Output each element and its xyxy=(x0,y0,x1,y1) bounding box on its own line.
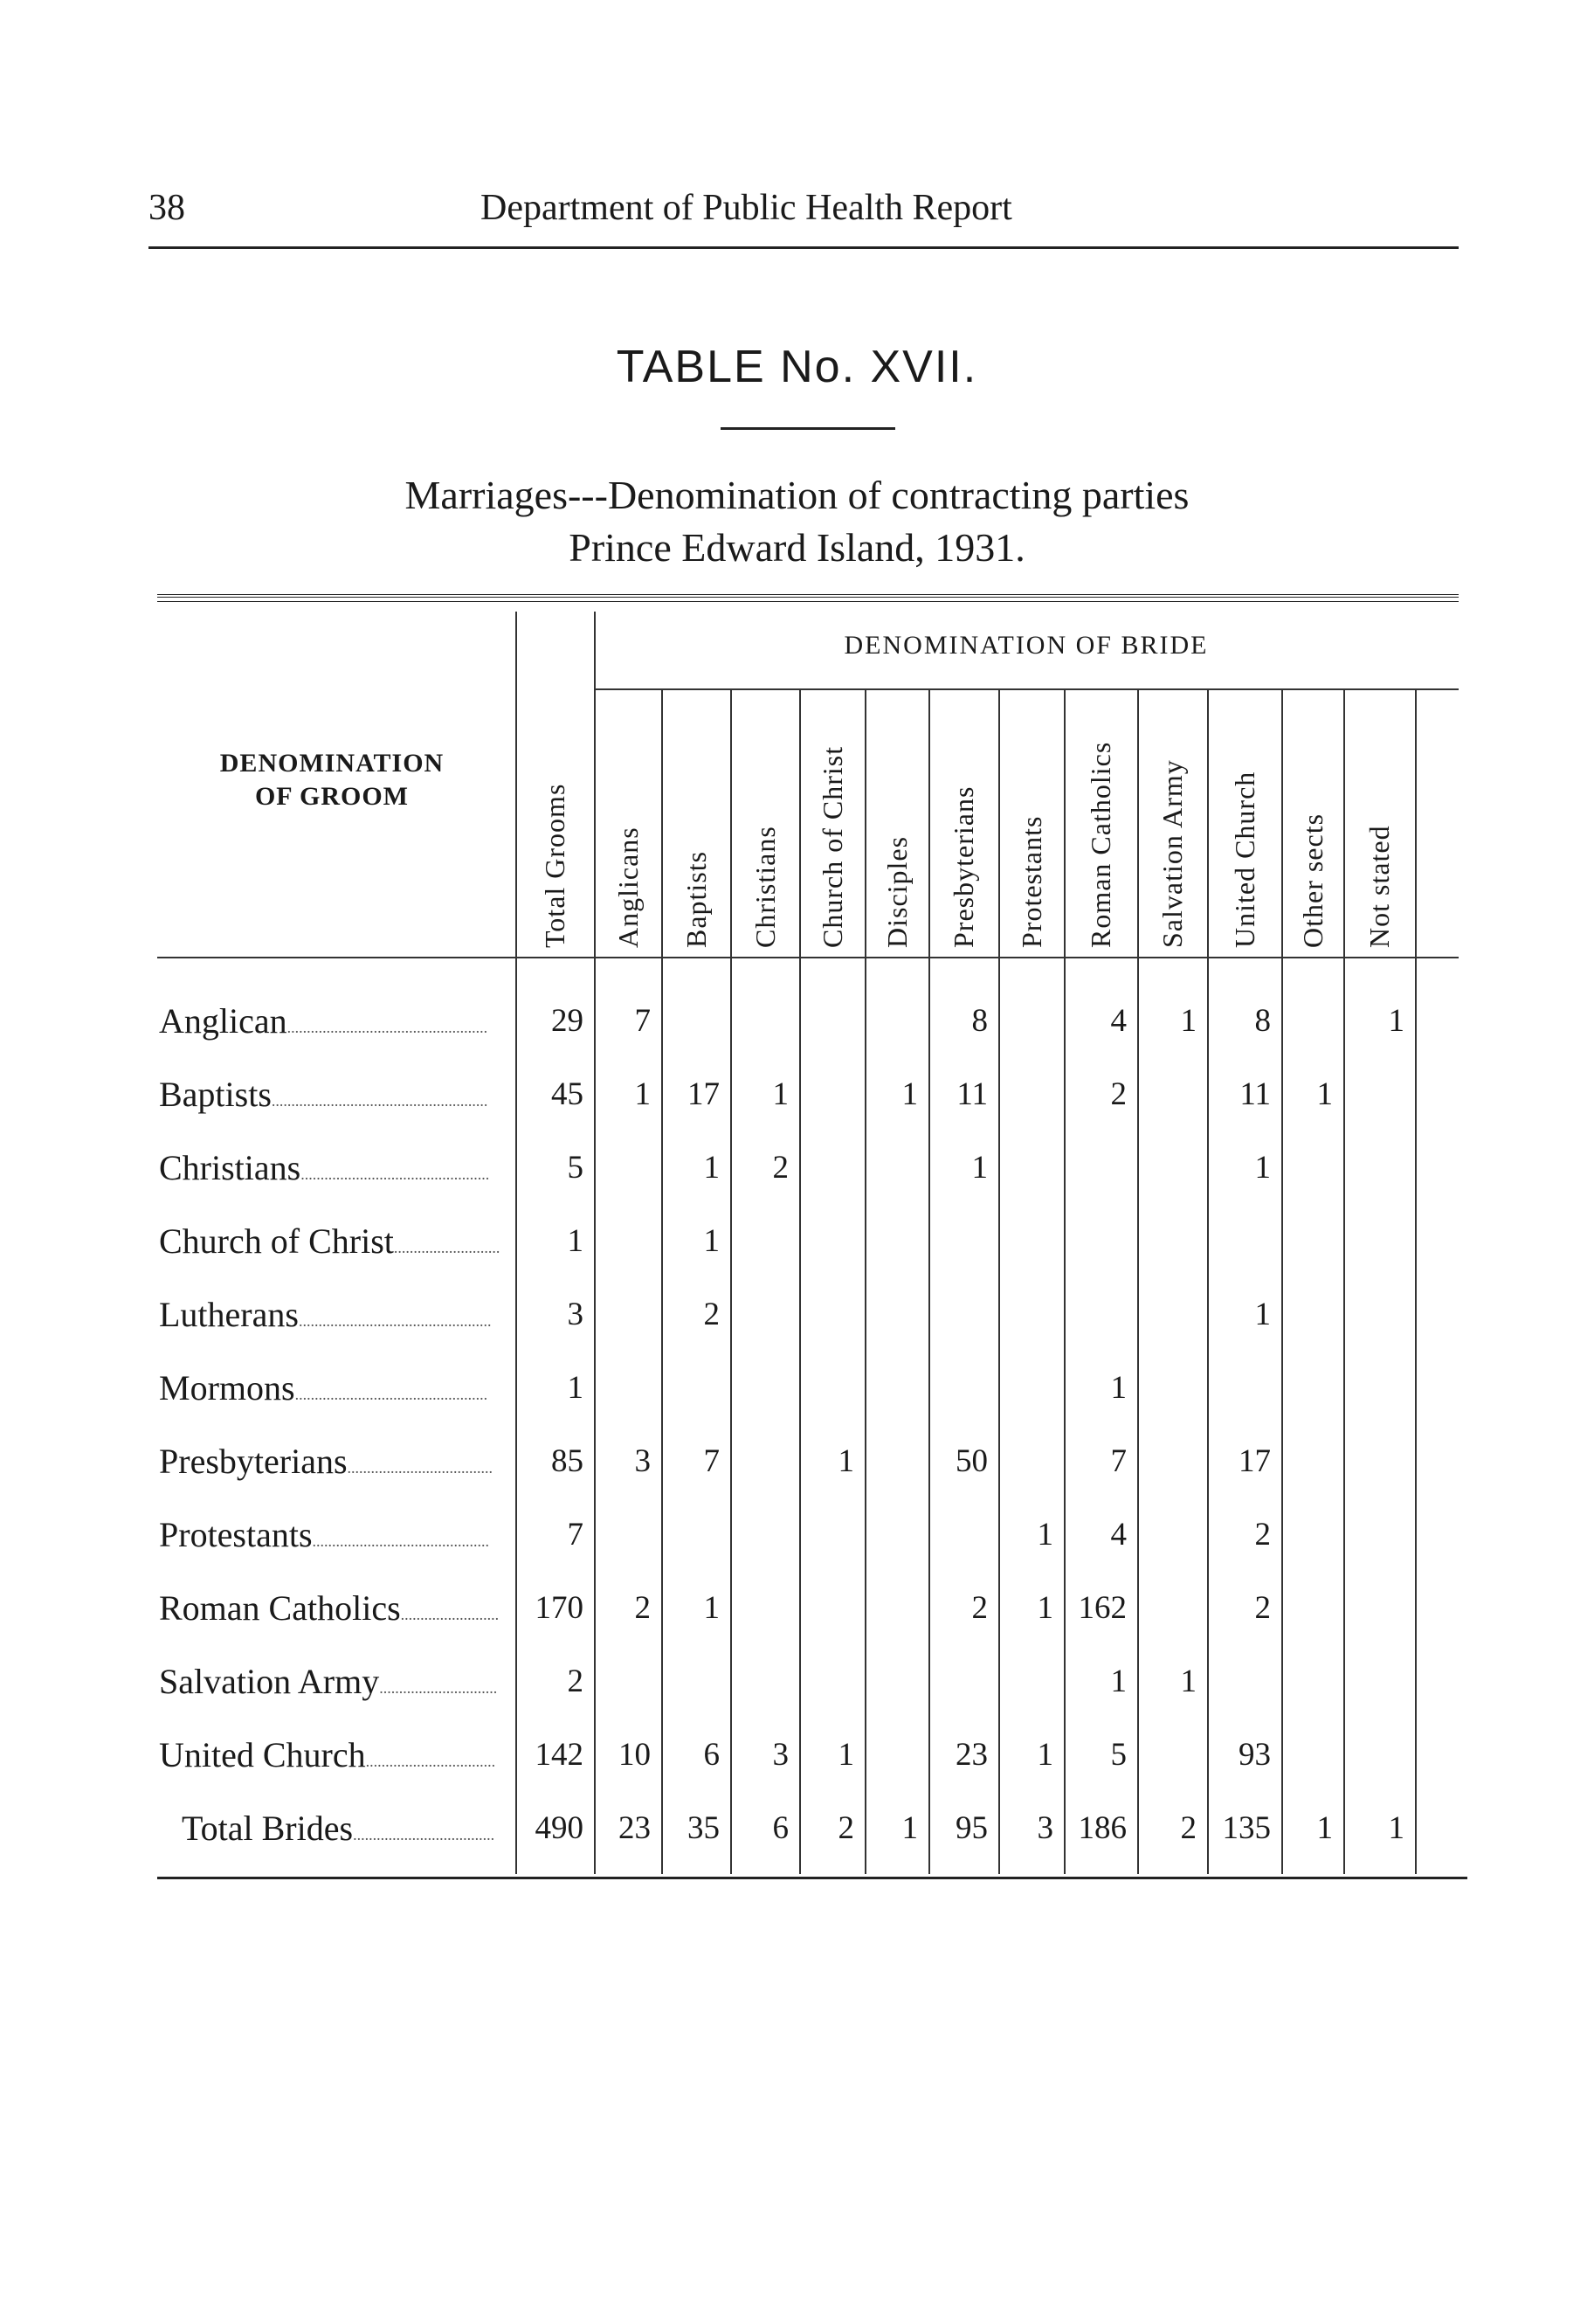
table-cell: 2 xyxy=(971,1590,988,1626)
table-cell xyxy=(665,1663,720,1706)
column-header-label: Christians xyxy=(749,826,781,948)
table-cell xyxy=(1285,1736,1333,1780)
dot-leader: ........................... xyxy=(393,1239,500,1256)
table-cell xyxy=(1002,1369,1053,1413)
table-cell xyxy=(597,1663,651,1706)
table-cell xyxy=(1002,1296,1053,1339)
table-cell: 1 xyxy=(567,1223,583,1259)
page-number: 38 xyxy=(148,188,185,228)
table-cell xyxy=(1211,1369,1271,1413)
column-rule xyxy=(928,690,930,1874)
table-cell: 1 xyxy=(1388,1003,1404,1039)
table-cell xyxy=(1347,1222,1404,1266)
table-cell xyxy=(665,1002,720,1046)
column-header-label: Disciples xyxy=(880,835,913,948)
table-cell: 50 xyxy=(956,1443,988,1479)
table-cell xyxy=(803,1222,854,1266)
table-cell xyxy=(803,1076,854,1119)
row-label-text: Christians xyxy=(159,1148,301,1187)
table-cell: 3 xyxy=(772,1737,789,1773)
column-header-label: Roman Catholics xyxy=(1085,741,1116,948)
table-cell xyxy=(1002,1663,1053,1706)
row-label xyxy=(159,1734,508,1778)
table-cell xyxy=(597,1149,651,1193)
dot-leader: ................................................. xyxy=(298,1312,492,1330)
table-cell xyxy=(932,1369,988,1413)
total-cell: 135 xyxy=(1222,1810,1271,1846)
table-cell: 1 xyxy=(1037,1590,1053,1626)
table-cell xyxy=(734,1002,789,1046)
table-cell xyxy=(665,1369,720,1413)
table-cell: 2 xyxy=(772,1150,789,1186)
table-cell xyxy=(1347,1589,1404,1633)
table-cell: 5 xyxy=(567,1150,583,1186)
table-cell: 1 xyxy=(1037,1517,1053,1553)
table-cell: 3 xyxy=(567,1297,583,1332)
column-rule xyxy=(1281,690,1283,1874)
column-rule xyxy=(1137,690,1139,1874)
column-header-label: Baptists xyxy=(680,850,712,948)
table-cell xyxy=(1141,1736,1197,1780)
table-cell: 1 xyxy=(1254,1297,1271,1332)
bride-header-rule xyxy=(594,688,1459,690)
table-cell xyxy=(597,1222,651,1266)
table-cell xyxy=(868,1149,918,1193)
table-cell: 7 xyxy=(567,1517,583,1553)
table-cell xyxy=(1211,1663,1271,1706)
row-label-text: Total Brides xyxy=(182,1809,354,1848)
table-cell: 3 xyxy=(634,1443,651,1479)
table-cell: 29 xyxy=(551,1003,583,1039)
table-cell xyxy=(1141,1222,1197,1266)
table-cell xyxy=(932,1222,988,1266)
column-rule xyxy=(1343,690,1345,1874)
table-cell: 142 xyxy=(535,1737,583,1773)
table-cell xyxy=(1347,1516,1404,1560)
total-cell: 35 xyxy=(687,1810,720,1846)
total-cell: 490 xyxy=(535,1810,583,1846)
table-cell xyxy=(734,1222,789,1266)
subtitle-line-1: Marriages---Denomination of contracting parties xyxy=(404,473,1190,517)
column-rule xyxy=(865,690,866,1874)
column-header-label: Other sects xyxy=(1296,813,1328,948)
table-cell: 2 xyxy=(1254,1590,1271,1626)
dot-leader: ....................................................... xyxy=(271,1092,488,1110)
table-cell xyxy=(1347,1076,1404,1119)
dot-leader: .............................. xyxy=(379,1679,498,1697)
column-rule xyxy=(515,612,517,1874)
table-cell: 1 xyxy=(838,1443,854,1479)
column-header-label: Church of Christ xyxy=(816,745,848,948)
table-cell xyxy=(1285,1589,1333,1633)
table-cell: 7 xyxy=(1110,1443,1127,1479)
row-label xyxy=(159,1661,508,1705)
table-cell xyxy=(868,1663,918,1706)
table-cell: 45 xyxy=(551,1076,583,1112)
table-cell: 1 xyxy=(703,1223,720,1259)
column-header-label: United Church xyxy=(1228,771,1260,948)
total-cell: 1 xyxy=(1388,1810,1404,1846)
table-cell: 6 xyxy=(703,1737,720,1773)
table-cell xyxy=(597,1516,651,1560)
table-cell xyxy=(734,1663,789,1706)
table-cell xyxy=(1347,1149,1404,1193)
table-cell xyxy=(868,1369,918,1413)
table-cell: 17 xyxy=(687,1076,720,1112)
column-header-label: Protestants xyxy=(1015,815,1047,948)
table-cell: 2 xyxy=(1110,1076,1127,1112)
table-cell: 5 xyxy=(1110,1737,1127,1773)
row-label xyxy=(159,1514,508,1558)
table-cell: 17 xyxy=(1239,1443,1271,1479)
table-cell: 1 xyxy=(1110,1663,1127,1699)
table-cell: 85 xyxy=(551,1443,583,1479)
table-cell: 11 xyxy=(1239,1076,1271,1112)
header-bottom-rule xyxy=(157,957,1459,958)
table-cell xyxy=(734,1442,789,1486)
row-label-text: Salvation Army xyxy=(159,1662,380,1701)
table-cell: 1 xyxy=(838,1737,854,1773)
table-cell xyxy=(803,1002,854,1046)
table-cell xyxy=(1002,1149,1053,1193)
total-cell: 95 xyxy=(956,1810,988,1846)
table-cell xyxy=(1347,1442,1404,1486)
total-cell: 6 xyxy=(772,1810,789,1846)
row-label xyxy=(159,1147,508,1191)
table-cell xyxy=(1211,1222,1271,1266)
table-cell: 1 xyxy=(703,1150,720,1186)
total-cell: 1 xyxy=(901,1810,918,1846)
row-label xyxy=(159,1441,508,1484)
column-header-label: Presbyterians xyxy=(948,785,979,948)
total-cell: 2 xyxy=(1180,1810,1197,1846)
table-cell xyxy=(868,1589,918,1633)
running-title: Department of Public Health Report xyxy=(480,188,1012,228)
dot-leader: ......................... xyxy=(400,1606,500,1623)
table-cell xyxy=(1141,1076,1197,1119)
table-cell: 1 xyxy=(1254,1150,1271,1186)
row-label xyxy=(159,1074,508,1117)
table-cell xyxy=(734,1296,789,1339)
column-header-label: Not stated xyxy=(1363,825,1395,948)
column-rule xyxy=(661,690,663,1874)
table-cell: 1 xyxy=(772,1076,789,1112)
column-rule xyxy=(1207,690,1209,1874)
row-label-text: Anglican xyxy=(159,1001,287,1041)
table-cell xyxy=(1141,1589,1197,1633)
row-label-text: Lutherans xyxy=(159,1295,299,1334)
table-cell: 1 xyxy=(703,1590,720,1626)
table-cell: 1 xyxy=(1180,1003,1197,1039)
table-cell xyxy=(1285,1442,1333,1486)
table-cell xyxy=(803,1149,854,1193)
table-cell: 1 xyxy=(1110,1370,1127,1406)
table-cell: 1 xyxy=(901,1076,918,1112)
table-cell: 10 xyxy=(618,1737,651,1773)
total-cell: 3 xyxy=(1037,1810,1053,1846)
table-cell xyxy=(734,1589,789,1633)
table-cell: 8 xyxy=(1254,1003,1271,1039)
dot-leader: ................................................. xyxy=(294,1386,488,1403)
table-cell xyxy=(803,1516,854,1560)
table-cell: 1 xyxy=(971,1150,988,1186)
table-cell xyxy=(1141,1442,1197,1486)
total-cell: 1 xyxy=(1316,1810,1333,1846)
table-cell xyxy=(1141,1149,1197,1193)
row-label-text: Mormons xyxy=(159,1368,295,1408)
table-cell xyxy=(1002,1222,1053,1266)
bride-denomination-header: DENOMINATION OF BRIDE xyxy=(844,631,1209,660)
dot-leader: ................................................... xyxy=(286,1019,488,1036)
dot-leader: .................................... xyxy=(353,1826,495,1843)
table-cell xyxy=(868,1222,918,1266)
dot-leader: ..................................... xyxy=(347,1459,493,1477)
table-cell xyxy=(1285,1516,1333,1560)
column-rule xyxy=(799,690,801,1874)
table-cell xyxy=(1285,1369,1333,1413)
table-cell xyxy=(1067,1296,1127,1339)
table-cell: 2 xyxy=(1254,1517,1271,1553)
groom-denomination-header xyxy=(157,747,507,813)
row-label xyxy=(159,1294,508,1338)
table-cell xyxy=(1285,1296,1333,1339)
row-label xyxy=(159,1000,508,1044)
total-cell: 2 xyxy=(838,1810,854,1846)
table-cell xyxy=(1002,1442,1053,1486)
table-cell xyxy=(734,1516,789,1560)
table-cell xyxy=(665,1516,720,1560)
table-cell: 1 xyxy=(1180,1663,1197,1699)
table-cell xyxy=(597,1296,651,1339)
table-cell xyxy=(868,1002,918,1046)
row-label-text: United Church xyxy=(159,1735,366,1774)
table-cell xyxy=(803,1296,854,1339)
table-cell xyxy=(868,1442,918,1486)
table-cell xyxy=(1285,1663,1333,1706)
table-cell: 1 xyxy=(1037,1737,1053,1773)
table-cell xyxy=(803,1589,854,1633)
table-cell xyxy=(1141,1369,1197,1413)
table-cell: 170 xyxy=(535,1590,583,1626)
table-cell xyxy=(1002,1002,1053,1046)
table-cell: 8 xyxy=(971,1003,988,1039)
row-label-text: Roman Catholics xyxy=(159,1588,401,1628)
dot-leader: ................................................ xyxy=(300,1165,490,1183)
table-cell xyxy=(1002,1076,1053,1119)
row-label-text: Protestants xyxy=(159,1515,313,1554)
total-row-label xyxy=(182,1808,531,1851)
table-cell: 7 xyxy=(634,1003,651,1039)
table-cell xyxy=(597,1369,651,1413)
table-cell: 162 xyxy=(1078,1590,1127,1626)
table-cell xyxy=(1285,1149,1333,1193)
table-cell: 4 xyxy=(1110,1003,1127,1039)
row-label-text: Presbyterians xyxy=(159,1442,348,1481)
column-rule xyxy=(1415,690,1417,1874)
table-cell: 2 xyxy=(634,1590,651,1626)
row-label-text: Church of Christ xyxy=(159,1221,394,1261)
table-cell xyxy=(868,1296,918,1339)
table-cell: 4 xyxy=(1110,1517,1127,1553)
table-cell: 1 xyxy=(567,1370,583,1406)
table-cell xyxy=(868,1736,918,1780)
row-label-text: Baptists xyxy=(159,1075,272,1114)
total-cell: 23 xyxy=(618,1810,651,1846)
column-header-label: Total Grooms xyxy=(539,783,570,948)
table-cell xyxy=(803,1663,854,1706)
groom-header-line-1: DENOMINATION xyxy=(219,749,445,778)
column-rule xyxy=(730,690,732,1874)
dot-leader: ............................................. xyxy=(312,1532,490,1550)
table-cell: 1 xyxy=(634,1076,651,1112)
total-cell: 186 xyxy=(1078,1810,1127,1846)
column-header-label: Anglicans xyxy=(611,827,644,948)
table-cell xyxy=(1347,1663,1404,1706)
table-cell: 1 xyxy=(1316,1076,1333,1112)
dot-leader: ................................. xyxy=(365,1753,496,1770)
table-cell xyxy=(1347,1736,1404,1780)
table-cell xyxy=(803,1369,854,1413)
table-cell: 23 xyxy=(956,1737,988,1773)
table-cell xyxy=(868,1516,918,1560)
column-rule xyxy=(594,612,596,1874)
row-label xyxy=(159,1221,508,1264)
column-header-label: Salvation Army xyxy=(1156,759,1188,948)
table-cell xyxy=(932,1516,988,1560)
table-cell: 11 xyxy=(956,1076,988,1112)
table-cell xyxy=(1141,1516,1197,1560)
row-label xyxy=(159,1587,508,1631)
column-rule xyxy=(998,690,1000,1874)
table-cell: 2 xyxy=(567,1663,583,1699)
table-cell: 93 xyxy=(1239,1737,1271,1773)
table-cell xyxy=(1347,1296,1404,1339)
table-cell: 2 xyxy=(703,1297,720,1332)
table-cell xyxy=(1067,1149,1127,1193)
table-cell xyxy=(1067,1222,1127,1266)
subtitle-line-2: Prince Edward Island, 1931. xyxy=(569,525,1025,570)
row-label xyxy=(159,1367,508,1411)
groom-header-line-2: OF GROOM xyxy=(254,782,410,811)
table-cell xyxy=(932,1296,988,1339)
column-rule xyxy=(1064,690,1066,1874)
table-cell xyxy=(1285,1002,1333,1046)
table-bottom-rule xyxy=(157,1877,1467,1879)
table-cell xyxy=(1285,1222,1333,1266)
table-cell: 7 xyxy=(703,1443,720,1479)
table-title: TABLE No. XVII. xyxy=(616,342,978,392)
table-cell xyxy=(1347,1369,1404,1413)
table-cell xyxy=(1141,1296,1197,1339)
table-cell xyxy=(932,1663,988,1706)
table-cell xyxy=(734,1369,789,1413)
